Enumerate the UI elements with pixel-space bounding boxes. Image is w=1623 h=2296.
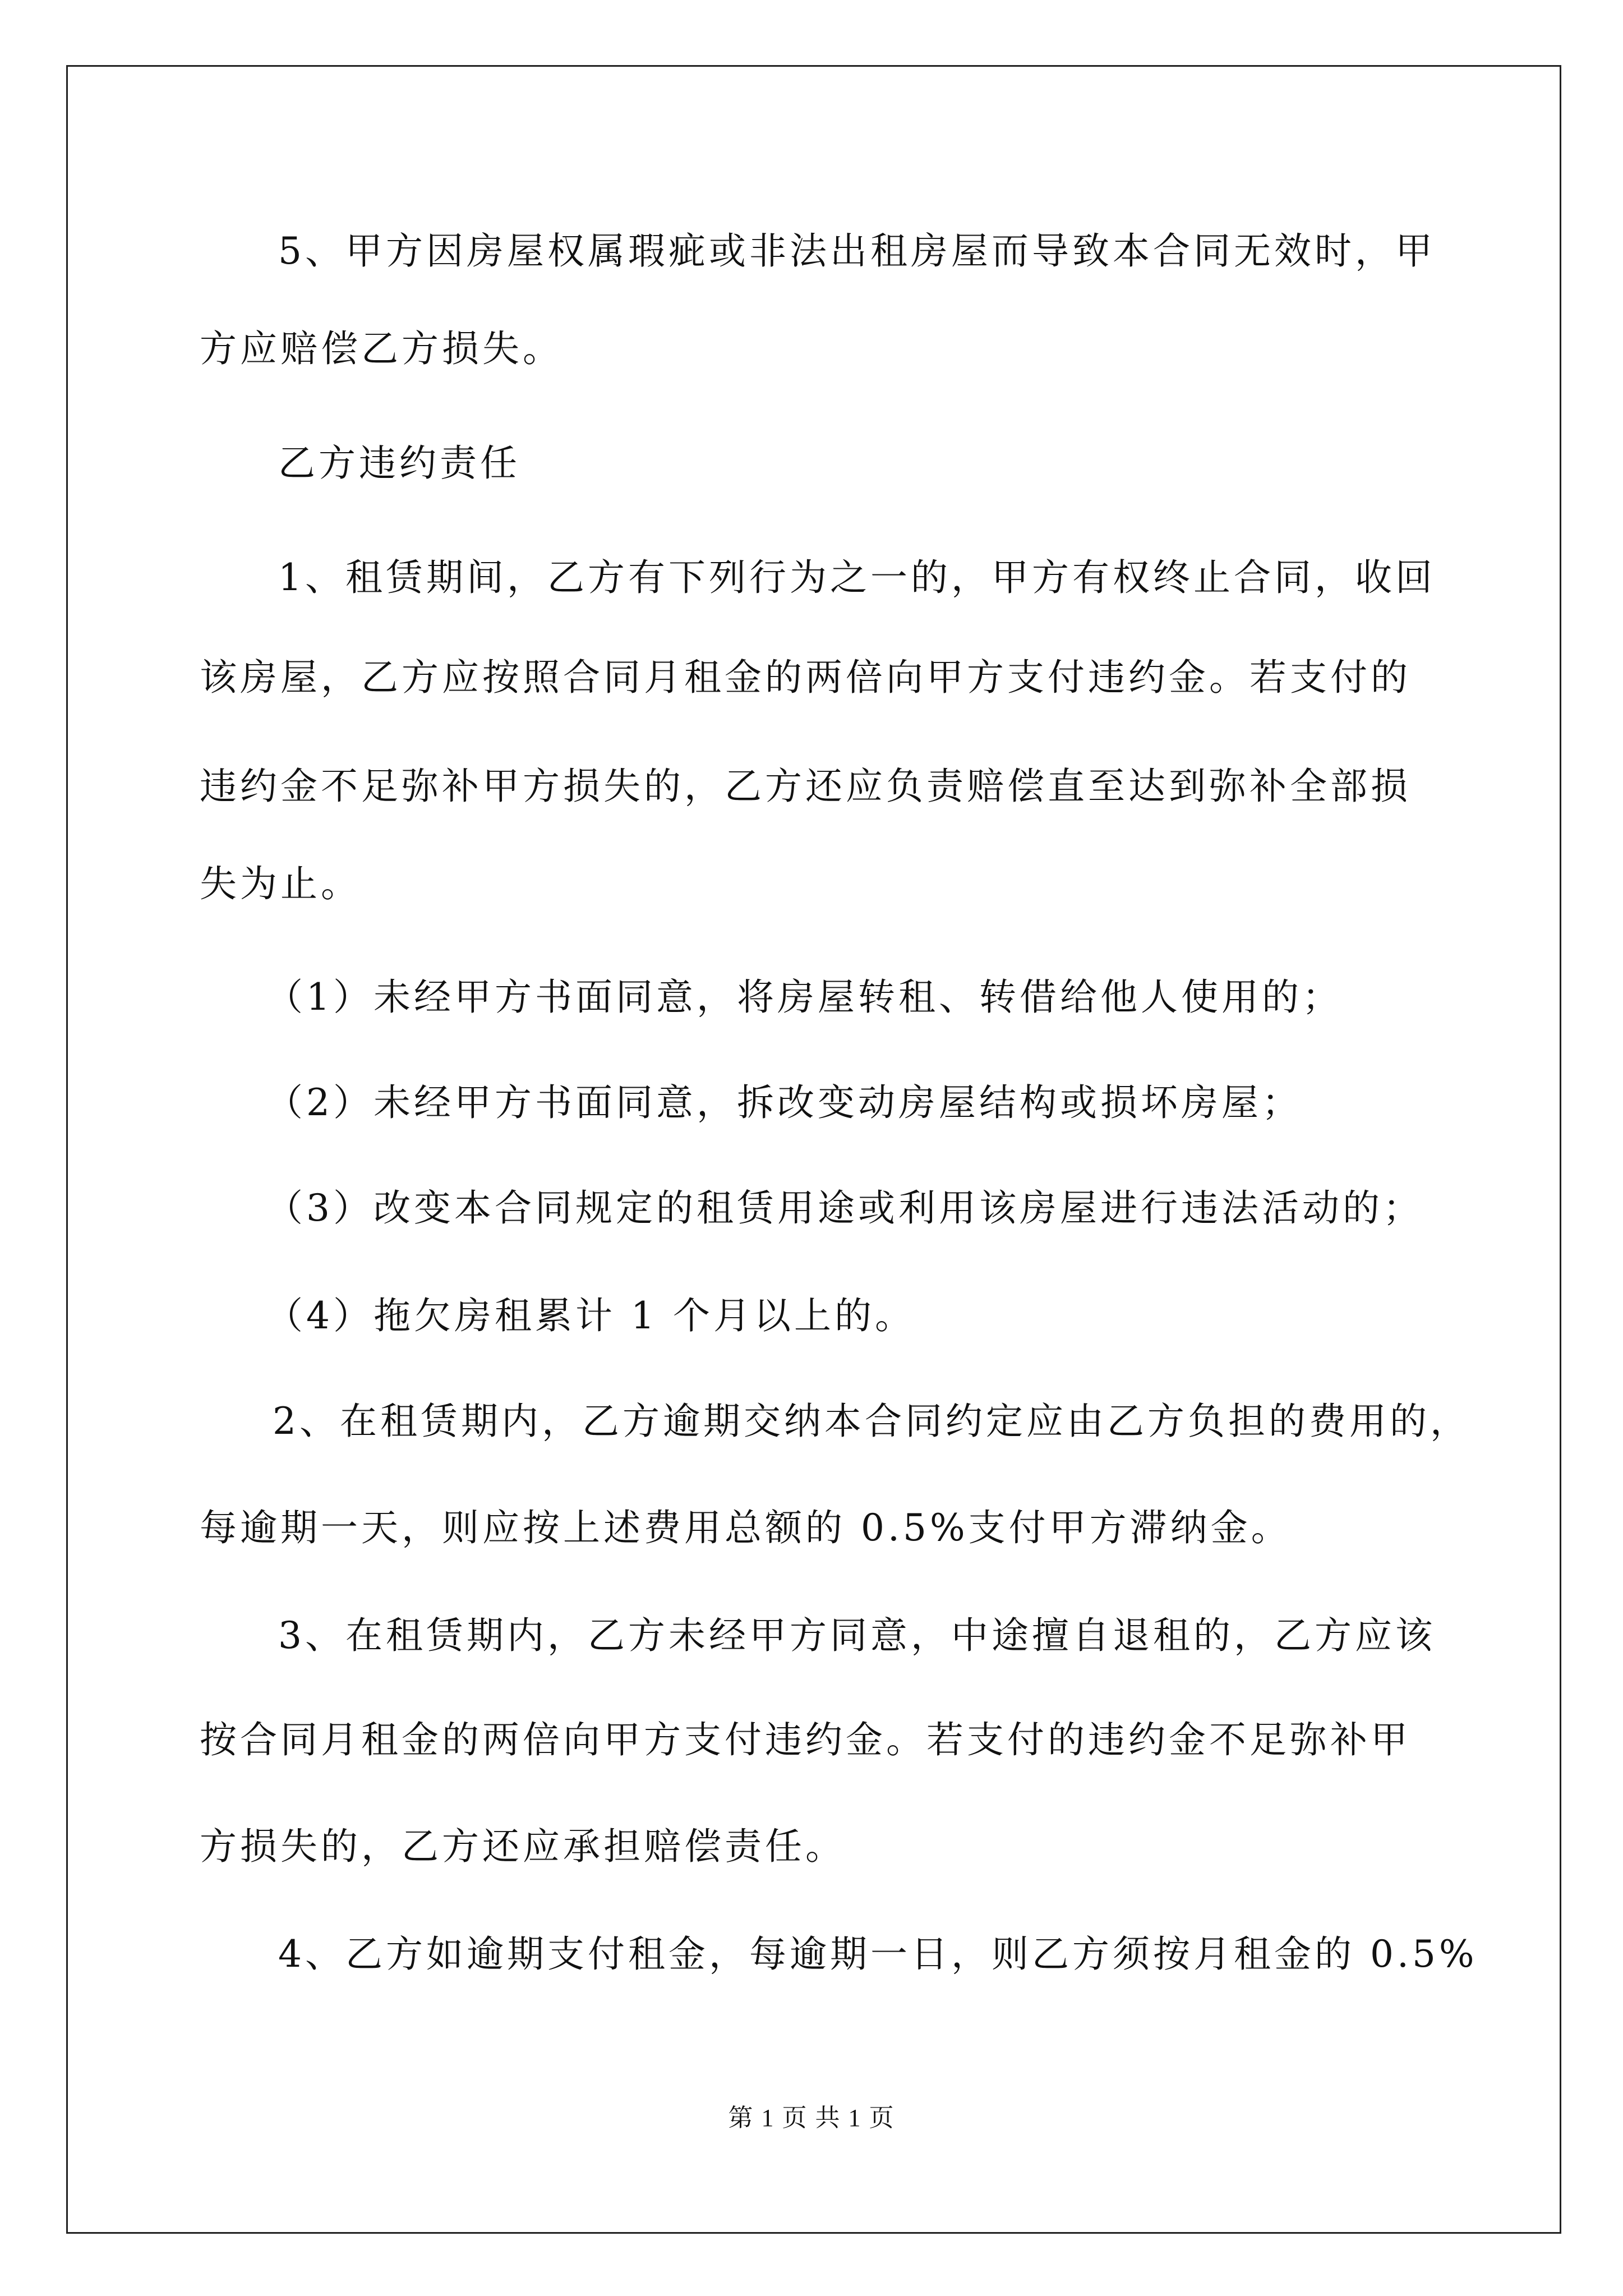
section-heading: 乙方违约责任 <box>278 441 520 485</box>
text-line: 1、租赁期间，乙方有下列行为之一的，甲方有权终止合同，收回 <box>278 556 1436 599</box>
list-item: （3）改变本合同规定的租赁用途或利用该房屋进行违法活动的； <box>266 1186 1423 1230</box>
text-line: 4、乙方如逾期支付租金，每逾期一日，则乙方须按月租金的 0.5% <box>278 1932 1478 1976</box>
text-line: 该房屋，乙方应按照合同月租金的两倍向甲方支付违约金。若支付的 <box>200 656 1411 699</box>
page-border <box>66 65 1561 2234</box>
list-item: （1）未经甲方书面同意，将房屋转租、转借给他人使用的； <box>266 976 1343 1019</box>
text-line: 失为止。 <box>200 862 361 905</box>
list-item: （2）未经甲方书面同意，拆改变动房屋结构或损坏房屋； <box>266 1081 1302 1124</box>
text-line: 方应赔偿乙方损失。 <box>200 327 563 370</box>
text-line: 违约金不足弥补甲方损失的，乙方还应负责赔偿直至达到弥补全部损 <box>200 765 1411 808</box>
text-line: 2、在租赁期内，乙方逾期交纳本合同约定应由乙方负担的费用的， <box>273 1400 1470 1443</box>
list-item: （4）拖欠房租累计 1 个月以上的。 <box>266 1294 915 1337</box>
text-line: 方损失的，乙方还应承担赔偿责任。 <box>200 1825 846 1868</box>
text-line: 按合同月租金的两倍向甲方支付违约金。若支付的违约金不足弥补甲 <box>200 1718 1411 1761</box>
page-footer: 第 1 页 共 1 页 <box>728 2104 895 2132</box>
text-line: 每逾期一天，则应按上述费用总额的 0.5%支付甲方滞纳金。 <box>200 1506 1292 1549</box>
text-line: 3、在租赁期内，乙方未经甲方同意，中途擅自退租的，乙方应该 <box>278 1614 1436 1657</box>
text-line: 5、甲方因房屋权属瑕疵或非法出租房屋而导致本合同无效时，甲 <box>278 229 1436 273</box>
